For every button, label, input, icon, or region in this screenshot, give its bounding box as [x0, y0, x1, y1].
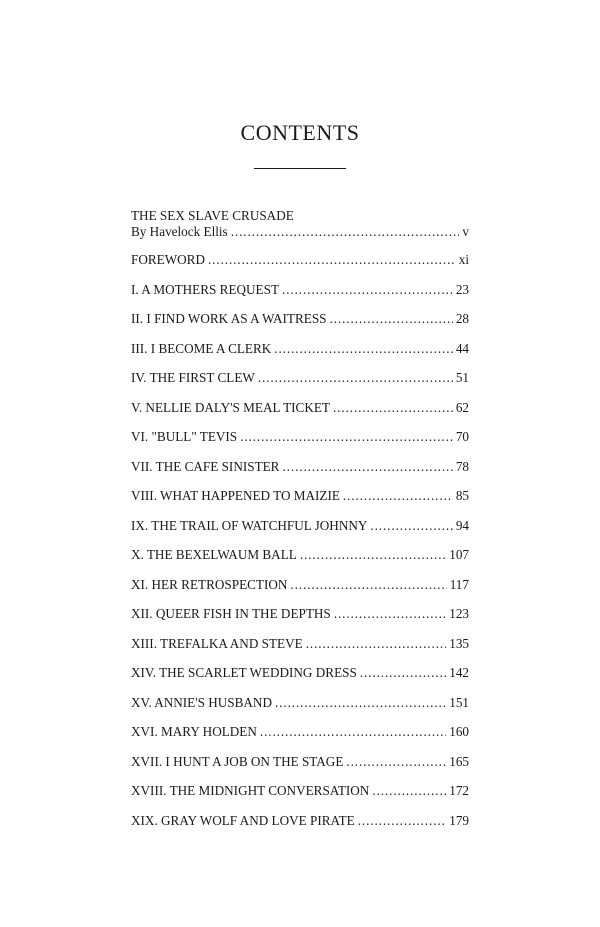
toc-entry-title: I. A MOTHERS REQUEST: [131, 281, 280, 297]
dot-leader: [208, 252, 456, 268]
toc-entry-page: xi: [458, 252, 469, 267]
toc-entry-title: XVIII. THE MIDNIGHT CONVERSATION: [131, 783, 370, 798]
toc-entry-page: 107: [449, 547, 469, 562]
toc-entry-page: 142: [449, 665, 469, 680]
toc-entry[interactable]: [131, 488, 469, 518]
dot-leader: [275, 695, 446, 711]
toc-entry-page: 123: [449, 606, 469, 621]
toc-entry-title: XII. QUEER FISH IN THE DEPTHS: [131, 606, 331, 621]
dot-leader: [260, 724, 446, 740]
dot-leader: [372, 783, 446, 799]
dot-leader: [282, 459, 452, 475]
toc-entry-title: XIII. TREFALKA AND STEVE: [131, 635, 303, 651]
dot-leader: [300, 547, 446, 563]
toc-entry[interactable]: [131, 547, 469, 577]
title-underline-rule: [254, 168, 346, 169]
toc-entry-title: XV. ANNIE'S HUSBAND: [131, 694, 272, 710]
toc-entry-page: 94: [455, 517, 469, 533]
toc-entry-title: VII. THE CAFE SINISTER: [131, 458, 280, 474]
toc-entry-page: 78: [455, 458, 469, 474]
toc-entry-title: XVII. I HUNT A JOB ON THE STAGE: [131, 753, 344, 769]
dot-leader: [290, 577, 446, 593]
page-title: CONTENTS: [240, 120, 360, 145]
toc-entry-title: IV. THE FIRST CLEW: [131, 370, 255, 385]
dot-leader: [346, 754, 446, 770]
toc-entry-title: II. I FIND WORK AS A WAITRESS: [131, 311, 327, 326]
toc-entry-page: 135: [449, 635, 469, 651]
toc-entry-heading: THE SEX SLAVE CRUSADE: [131, 208, 294, 223]
toc-entry[interactable]: [131, 429, 469, 459]
toc-entry-title: VI. "BULL" TEVIS: [131, 429, 238, 444]
toc-entry-page: 62: [455, 399, 469, 415]
dot-leader: [360, 665, 446, 681]
toc-entry-title: XIV. THE SCARLET WEDDING DRESS: [131, 665, 357, 680]
toc-entry-page: 28: [455, 311, 469, 326]
dot-leader: [330, 311, 453, 327]
toc-entry-page: 85: [455, 488, 469, 503]
toc-entry[interactable]: [131, 724, 469, 754]
toc-entry[interactable]: [131, 813, 469, 843]
dot-leader: [358, 813, 447, 829]
toc-entry[interactable]: [131, 754, 469, 784]
toc-entry-title: FOREWORD: [131, 252, 205, 267]
toc-entry-title: XVI. MARY HOLDEN: [131, 724, 257, 739]
toc-entry[interactable]: [131, 208, 469, 252]
toc-entry[interactable]: [131, 400, 469, 430]
toc-entry[interactable]: [131, 341, 469, 371]
toc-entry-title: III. I BECOME A CLERK: [131, 340, 272, 356]
dot-leader: [258, 370, 453, 386]
toc-entry-page: 160: [449, 724, 469, 739]
toc-entry-title: V. NELLIE DALY'S MEAL TICKET: [131, 399, 330, 415]
toc-entry-title: VIII. WHAT HAPPENED TO MAIZIE: [131, 488, 340, 503]
toc-entry[interactable]: [131, 606, 469, 636]
toc-entry-page: 117: [449, 576, 469, 592]
toc-entry[interactable]: [131, 577, 469, 607]
toc-entry-title: X. THE BEXELWAUM BALL: [131, 547, 297, 562]
toc-entry[interactable]: [131, 783, 469, 813]
toc-entry[interactable]: [131, 695, 469, 725]
toc-entry[interactable]: [131, 311, 469, 341]
toc-entry-title: IX. THE TRAIL OF WATCHFUL JOHNNY: [131, 517, 368, 533]
dot-leader: [370, 518, 452, 534]
toc-entry-page: 179: [449, 812, 469, 828]
toc-entry-title: By Havelock Ellis: [131, 224, 228, 239]
dot-leader: [306, 636, 447, 652]
toc-entry[interactable]: [131, 282, 469, 312]
toc-entry-page: 151: [449, 694, 469, 710]
toc-entry[interactable]: [131, 459, 469, 489]
dot-leader: [343, 488, 453, 504]
dot-leader: [282, 282, 453, 298]
dot-leader: [240, 429, 453, 445]
dot-leader: [333, 400, 453, 416]
toc-entry[interactable]: [131, 636, 469, 666]
toc-entry-page: 44: [455, 340, 469, 356]
toc-entry[interactable]: [131, 518, 469, 548]
toc-entry-title: XIX. GRAY WOLF AND LOVE PIRATE: [131, 812, 355, 828]
toc-entry[interactable]: [131, 370, 469, 400]
dot-leader: [334, 606, 446, 622]
toc-entry-title: XI. HER RETROSPECTION: [131, 576, 288, 592]
toc-entry[interactable]: [131, 665, 469, 695]
toc-entry-page: 51: [455, 370, 469, 385]
dot-leader: [274, 341, 453, 357]
toc-entry-page: 70: [455, 429, 469, 444]
dot-leader: [231, 224, 460, 240]
toc-entry-page: v: [462, 224, 469, 239]
toc-entry[interactable]: [131, 252, 469, 282]
table-of-contents: [131, 208, 469, 842]
toc-entry-page: 172: [449, 783, 469, 798]
toc-entry-page: 165: [449, 753, 469, 769]
toc-entry-page: 23: [455, 281, 469, 297]
